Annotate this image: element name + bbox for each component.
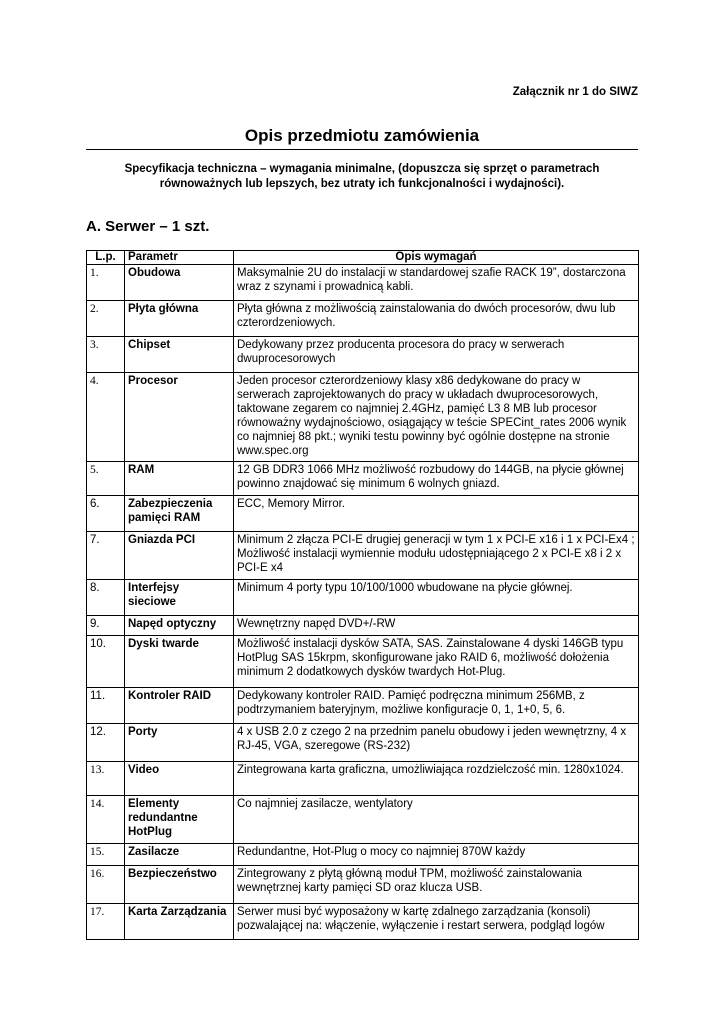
row-opis: Wewnętrzny napęd DVD+/-RW (234, 616, 639, 636)
row-param: Chipset (125, 337, 234, 373)
row-opis: Serwer musi być wyposażony w kartę zdalnego zarządzania (konsoli) pozwalającej na: włączenie, wyłączenie i restart serwera, podgląd logów (234, 904, 639, 940)
row-lp: 5. (87, 462, 125, 496)
row-param: Kontroler RAID (125, 688, 234, 724)
header-opis: Opis wymagań (234, 251, 639, 265)
row-opis: 4 x USB 2.0 z czego 2 na przednim panelu obudowy i jeden wewnętrzny, 4 x RJ-45, VGA, szeregowe (RS-232) (234, 724, 639, 762)
row-lp: 7. (87, 532, 125, 580)
table-row (87, 866, 639, 904)
table-row (87, 532, 639, 580)
row-lp: 15. (87, 844, 125, 866)
table-row (87, 301, 639, 337)
header-param: Parametr (125, 251, 234, 265)
row-param: Zabezpieczenia pamięci RAM (125, 496, 234, 532)
row-lp: 16. (87, 866, 125, 904)
table-row (87, 762, 639, 796)
row-param: Obudowa (125, 265, 234, 301)
row-param: Dyski twarde (125, 636, 234, 688)
table-row (87, 904, 639, 940)
row-param: Karta Zarządzania (125, 904, 234, 940)
row-opis: 12 GB DDR3 1066 MHz możliwość rozbudowy do 144GB, na płycie głównej powinno znajdować się minimum 6 wolnych gniazd. (234, 462, 639, 496)
row-param: Napęd optyczny (125, 616, 234, 636)
table-row (87, 796, 639, 844)
header-lp: L.p. (87, 251, 125, 265)
row-opis: Redundantne, Hot-Plug o mocy co najmniej 870W każdy (234, 844, 639, 866)
row-opis: Jeden procesor czterordzeniowy klasy x86 dedykowane do pracy w serwerach zaprojektowanych do pracy w układach dwuprocesorowych, taktowane zegarem co najmniej 2.4GHz, pamięć L3 8 MB lub procesor równoważny wydajnościowo, osiągający w teście SPECint_rates 2006 wynik co najmniej 88 pkt.; wyniki testu powinny być ogólnie dostępne na stronie www.spec.org (234, 373, 639, 462)
row-lp: 4. (87, 373, 125, 462)
row-opis: Dedykowany przez producenta procesora do pracy w serwerach dwuprocesorowych (234, 337, 639, 373)
row-lp: 2. (87, 301, 125, 337)
row-lp: 12. (87, 724, 125, 762)
row-param: Porty (125, 724, 234, 762)
title-divider (86, 149, 638, 150)
spec-table (86, 250, 639, 940)
table-row (87, 496, 639, 532)
row-lp: 8. (87, 580, 125, 616)
page-title: Opis przedmiotu zamówienia (244, 126, 480, 145)
row-param: Elementy redundantne HotPlug (125, 796, 234, 844)
subtitle-line-2: równoważnych lub lepszych, bez utraty ich funkcjonalności i wydajności). (159, 178, 565, 190)
row-lp: 6. (87, 496, 125, 532)
row-opis: Płyta główna z możliwością zainstalowania do dwóch procesorów, dwu lub czterordzeniowych. (234, 301, 639, 337)
subtitle (86, 162, 638, 192)
row-opis: Możliwość instalacji dysków SATA, SAS. Zainstalowane 4 dyski 146GB typu HotPlug SAS 15krpm, skonfigurowane jako RAID 6, możliwość dołożenia minimum 2 dodatkowych dysków twardych Hot-Plug. (234, 636, 639, 688)
row-param: RAM (125, 462, 234, 496)
row-lp: 14. (87, 796, 125, 844)
row-param: Interfejsy sieciowe (125, 580, 234, 616)
table-row (87, 337, 639, 373)
table-row (87, 844, 639, 866)
table-row (87, 373, 639, 462)
row-opis: Co najmniej zasilacze, wentylatory (234, 796, 639, 844)
table-row (87, 462, 639, 496)
table-row (87, 616, 639, 636)
row-opis: Maksymalnie 2U do instalacji w standardowej szafie RACK 19”, dostarczona wraz z szynami i prowadnicą kabli. (234, 265, 639, 301)
table-row (87, 580, 639, 616)
row-lp: 11. (87, 688, 125, 724)
table-header-row (87, 251, 639, 265)
row-opis: Minimum 2 złącza PCI-E drugiej generacji w tym 1 x PCI-E x16 i 1 x PCI-Ex4 ; Możliwość instalacji wymiennie modułu udostępniającego 2 x PCI-E x8 i 2 x PCI-E x4 (234, 532, 639, 580)
annex-label: Załącznik nr 1 do SIWZ (512, 86, 638, 98)
row-opis: Zintegrowany z płytą główną moduł TPM, możliwość zainstalowania wewnętrznej karty pamięci SD oraz klucza USB. (234, 866, 639, 904)
row-lp: 3. (87, 337, 125, 373)
row-param: Zasilacze (125, 844, 234, 866)
row-opis: Minimum 4 porty typu 10/100/1000 wbudowane na płycie głównej. (234, 580, 639, 616)
row-lp: 10. (87, 636, 125, 688)
row-opis: Zintegrowana karta graficzna, umożliwiająca rozdzielczość min. 1280x1024. (234, 762, 639, 796)
row-lp: 1. (87, 265, 125, 301)
row-param: Video (125, 762, 234, 796)
table-row (87, 265, 639, 301)
table-row (87, 724, 639, 762)
row-param: Płyta główna (125, 301, 234, 337)
row-param: Bezpieczeństwo (125, 866, 234, 904)
table-row (87, 636, 639, 688)
row-opis: ECC, Memory Mirror. (234, 496, 639, 532)
subtitle-line-1: Specyfikacja techniczna – wymagania minimalne, (dopuszcza się sprzęt o parametrach (124, 163, 600, 175)
row-param: Gniazda PCI (125, 532, 234, 580)
row-lp: 9. (87, 616, 125, 636)
row-lp: 17. (87, 904, 125, 940)
row-param: Procesor (125, 373, 234, 462)
row-lp: 13. (87, 762, 125, 796)
row-opis: Dedykowany kontroler RAID. Pamięć podręczna minimum 256MB, z podtrzymaniem bateryjnym, możliwe konfiguracje 0, 1, 1+0, 5, 6. (234, 688, 639, 724)
section-heading: A. Serwer – 1 szt. (86, 218, 210, 235)
table-row (87, 688, 639, 724)
